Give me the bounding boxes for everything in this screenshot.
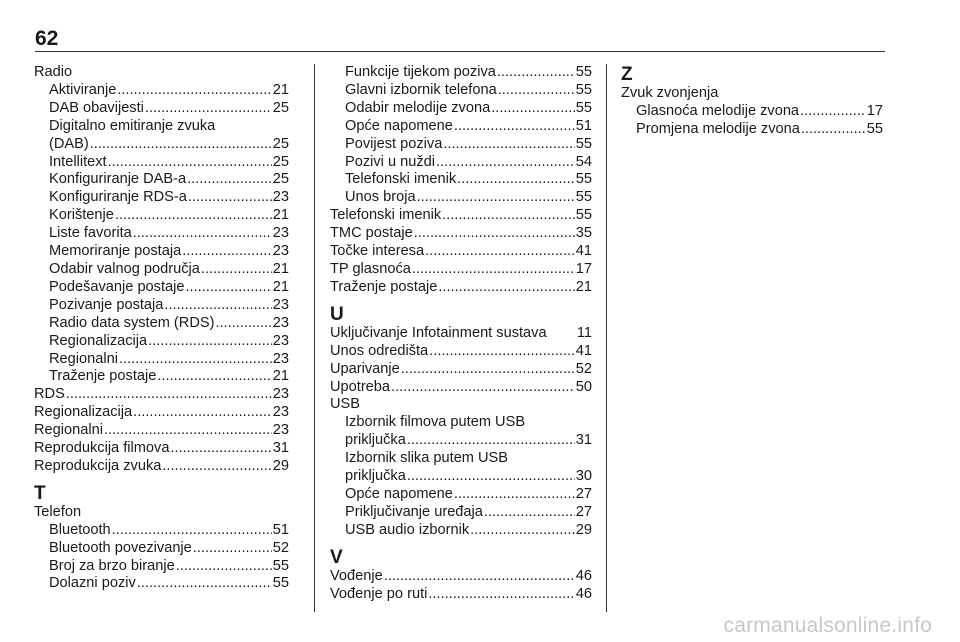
index-entry-label: Povijest poziva xyxy=(345,135,443,152)
index-entry-label: Opće napomene xyxy=(345,485,453,502)
index-entry-label: Priključivanje uređaja xyxy=(345,503,483,520)
index-column-3 xyxy=(621,64,883,139)
index-entry-page: 23 xyxy=(272,314,289,331)
dot-leader xyxy=(66,386,272,404)
index-entry-label: Bluetooth povezivanje xyxy=(49,539,192,556)
index-entry-page: 23 xyxy=(272,332,289,349)
index-heading: USB xyxy=(330,396,361,413)
index-entry xyxy=(330,261,592,279)
index-entry-page: 21 xyxy=(575,278,592,295)
index-entry xyxy=(330,100,592,118)
index-entry-label: Podešavanje postaje xyxy=(49,278,185,295)
dot-leader xyxy=(90,136,272,154)
watermark: carmanualsonline.info xyxy=(723,614,932,637)
index-entry xyxy=(621,103,883,121)
index-entry-page: 52 xyxy=(575,360,592,377)
index-entry-page: 23 xyxy=(272,296,289,313)
index-entry-page: 25 xyxy=(272,99,289,116)
index-entry-page: 55 xyxy=(575,207,592,224)
dot-leader xyxy=(401,361,575,379)
dot-leader xyxy=(145,100,272,118)
index-entry-label: Konfiguriranje RDS-a xyxy=(49,189,187,206)
dot-leader xyxy=(187,171,272,189)
index-entry-label: TMC postaje xyxy=(330,225,413,242)
dot-leader xyxy=(407,468,575,486)
dot-leader xyxy=(414,225,575,243)
index-entry-page: 27 xyxy=(575,503,592,520)
index-entry xyxy=(330,64,592,82)
dot-leader xyxy=(162,458,271,476)
index-entry-page: 25 xyxy=(272,171,289,188)
dot-leader xyxy=(457,171,575,189)
dot-leader xyxy=(186,279,272,297)
index-entry-label: Glavni izbornik telefona xyxy=(345,81,497,98)
index-entry-page: 55 xyxy=(575,135,592,152)
index-entry-label: Regionalni xyxy=(34,422,103,439)
index-entry-label: Reprodukcija zvuka xyxy=(34,457,162,474)
index-entry-label: Odabir melodije zvona xyxy=(345,99,491,116)
index-entry xyxy=(34,243,289,261)
index-entry-label: priključka xyxy=(345,432,406,449)
index-entry xyxy=(330,361,592,379)
index-entry xyxy=(34,404,289,422)
index-entry-label: Pozivanje postaja xyxy=(49,296,164,313)
index-entry-page: 50 xyxy=(575,378,592,395)
column-divider-2 xyxy=(606,64,607,612)
index-entry-page: 52 xyxy=(272,539,289,556)
index-entry xyxy=(330,468,592,486)
index-entry-page: 35 xyxy=(575,225,592,242)
dot-leader xyxy=(182,243,272,261)
dot-leader xyxy=(384,568,575,586)
dot-leader xyxy=(104,422,272,440)
index-entry xyxy=(34,558,289,576)
index-entry xyxy=(330,136,592,154)
index-entry xyxy=(330,432,592,450)
index-entry xyxy=(34,207,289,225)
index-entry-page: 23 xyxy=(272,350,289,367)
header-rule xyxy=(35,51,885,52)
index-entry-page: 23 xyxy=(272,243,289,260)
index-entry-page: 41 xyxy=(575,342,592,359)
dot-leader xyxy=(484,504,575,522)
index-entry-label: Vođenje xyxy=(330,567,383,584)
index-heading: Zvuk zvonjenja xyxy=(621,85,719,101)
index-entry xyxy=(34,261,289,279)
index-entry-page: 17 xyxy=(575,260,592,277)
index-heading: Telefon xyxy=(34,503,82,520)
index-entry xyxy=(330,486,592,504)
index-entry xyxy=(34,575,289,593)
index-entry xyxy=(330,189,592,207)
index-entry-page: 11 xyxy=(576,324,592,341)
index-entry-label: Vođenje po ruti xyxy=(330,585,428,602)
index-entry-page: 55 xyxy=(575,81,592,98)
index-entry xyxy=(34,297,289,315)
dot-leader xyxy=(148,333,272,351)
dot-leader xyxy=(454,118,575,136)
index-letter: T xyxy=(34,482,46,504)
index-entry-label: Telefonski imenik xyxy=(345,171,457,188)
index-letter: Z xyxy=(621,64,633,85)
index-entry-label: priključka xyxy=(345,468,406,485)
index-entry xyxy=(34,189,289,207)
dot-leader xyxy=(119,351,272,369)
page-number: 62 xyxy=(35,27,59,50)
dot-leader xyxy=(801,121,866,139)
dot-leader xyxy=(188,189,272,207)
index-entry xyxy=(330,279,592,297)
index-entry-page: 25 xyxy=(272,135,289,152)
dot-leader xyxy=(137,575,272,593)
dot-leader xyxy=(497,64,575,82)
index-entry-page: 23 xyxy=(272,189,289,206)
index-entry xyxy=(330,118,592,136)
index-entry xyxy=(621,121,883,139)
index-entry xyxy=(330,154,592,172)
index-entry-page: 23 xyxy=(272,422,289,439)
index-entry-label: DAB obavijesti xyxy=(49,99,144,116)
index-entry-label: Regionalizacija xyxy=(34,404,133,421)
index-entry-page: 55 xyxy=(575,99,592,116)
index-entry xyxy=(330,504,592,522)
index-entry xyxy=(34,422,289,440)
dot-leader xyxy=(133,225,272,243)
index-entry-page: 55 xyxy=(272,557,289,574)
index-entry xyxy=(330,325,592,343)
index-entry-label: Funkcije tijekom poziva xyxy=(345,64,496,80)
index-entry xyxy=(330,243,592,261)
index-entry xyxy=(34,540,289,558)
index-entry xyxy=(330,586,592,604)
index-entry xyxy=(34,458,289,476)
index-entry xyxy=(34,368,289,386)
index-entry-page: 21 xyxy=(272,81,289,98)
dot-leader xyxy=(108,154,272,172)
index-entry-page: 46 xyxy=(575,585,592,602)
column-divider-1 xyxy=(314,64,315,612)
index-entry-page: 46 xyxy=(575,567,592,584)
index-entry-label: Memoriranje postaja xyxy=(49,243,182,260)
dot-leader xyxy=(117,82,271,100)
index-entry-label: Broj za brzo biranje xyxy=(49,557,175,574)
dot-leader xyxy=(201,261,272,279)
index-entry xyxy=(330,343,592,361)
index-entry-page: 21 xyxy=(272,368,289,385)
index-entry-label: Korištenje xyxy=(49,207,114,224)
dot-leader xyxy=(443,136,574,154)
dot-leader xyxy=(176,558,272,576)
dot-leader xyxy=(112,522,272,540)
index-entry-page: 51 xyxy=(272,521,289,538)
dot-leader xyxy=(215,315,271,333)
dot-leader xyxy=(407,432,575,450)
index-entry-page: 17 xyxy=(866,102,883,119)
index-entry-label: Intellitext xyxy=(49,153,107,170)
index-entry-label: Unos odredišta xyxy=(330,342,429,359)
index-entry-page: 55 xyxy=(866,120,883,137)
index-entry-page: 55 xyxy=(575,64,592,80)
index-heading: Radio xyxy=(34,64,73,80)
index-entry-page: 55 xyxy=(272,575,289,592)
dot-leader xyxy=(429,343,575,361)
index-entry-text: Izbornik slika putem USB xyxy=(345,450,509,467)
index-entry-label: Glasnoća melodije zvona xyxy=(636,102,800,119)
index-entry xyxy=(34,315,289,333)
index-entry xyxy=(34,171,289,189)
dot-leader xyxy=(412,261,575,279)
index-entry-page: 23 xyxy=(272,404,289,421)
index-entry-page: 51 xyxy=(575,117,592,134)
index-entry-label: Aktiviranje xyxy=(49,81,117,98)
index-entry xyxy=(34,386,289,404)
index-entry-text: Digitalno emitiranje zvuka xyxy=(49,117,216,134)
index-entry-label: Točke interesa xyxy=(330,243,425,260)
index-entry-label: Konfiguriranje DAB-a xyxy=(49,171,187,188)
dot-leader xyxy=(170,440,271,458)
index-entry-page: 31 xyxy=(575,432,592,449)
index-entry xyxy=(34,522,289,540)
dot-leader xyxy=(157,368,271,386)
index-entry xyxy=(330,522,592,540)
index-entry-page: 41 xyxy=(575,243,592,260)
index-entry-label: Regionalni xyxy=(49,350,118,367)
dot-leader xyxy=(425,243,575,261)
index-entry-label: Upotreba xyxy=(330,378,391,395)
index-entry-page: 27 xyxy=(575,485,592,502)
index-entry-label: Odabir valnog područja xyxy=(49,260,200,277)
index-entry-page: 31 xyxy=(272,440,289,457)
index-letter: U xyxy=(330,303,344,325)
dot-leader xyxy=(115,207,272,225)
index-entry-label: (DAB) xyxy=(49,135,89,152)
index-entry-label: Traženje postaje xyxy=(49,368,157,385)
index-entry-label: Radio data system (RDS) xyxy=(49,314,215,331)
index-entry-page: 55 xyxy=(575,189,592,206)
index-entry xyxy=(330,171,592,189)
index-entry xyxy=(34,154,289,172)
index-entry-label: Promjena melodije zvona xyxy=(636,120,800,137)
index-entry-label: Regionalizacija xyxy=(49,332,148,349)
dot-leader xyxy=(800,103,866,121)
dot-leader xyxy=(428,586,574,604)
index-column-1 xyxy=(34,64,289,593)
index-entry-label: USB audio izbornik xyxy=(345,521,470,538)
index-letter: V xyxy=(330,546,343,568)
index-entry-page: 25 xyxy=(272,153,289,170)
index-entry-label: Uključivanje Infotainment sustava xyxy=(330,324,547,341)
index-entry-page: 21 xyxy=(272,207,289,224)
dot-leader xyxy=(438,279,574,297)
index-entry-page: 54 xyxy=(575,153,592,170)
index-entry-page: 29 xyxy=(575,521,592,538)
dot-leader xyxy=(470,522,575,540)
index-entry xyxy=(34,136,289,154)
index-entry-page: 23 xyxy=(272,225,289,242)
index-entry xyxy=(330,568,592,586)
dot-leader xyxy=(498,82,575,100)
index-entry xyxy=(34,440,289,458)
index-entry-label: Reprodukcija filmova xyxy=(34,440,170,457)
index-entry xyxy=(34,82,289,100)
dot-leader xyxy=(391,379,575,397)
index-entry xyxy=(330,207,592,225)
dot-leader xyxy=(193,540,272,558)
index-entry-page: 30 xyxy=(575,468,592,485)
index-entry-label: Uparivanje xyxy=(330,360,400,377)
index-entry-label: Unos broja xyxy=(345,189,416,206)
index-entry-label: Traženje postaje xyxy=(330,278,438,295)
index-entry-label: RDS xyxy=(34,386,65,403)
index-entry xyxy=(330,379,592,397)
index-entry-page: 55 xyxy=(575,171,592,188)
dot-leader xyxy=(442,207,575,225)
dot-leader xyxy=(133,404,272,422)
index-entry-label: Liste favorita xyxy=(49,225,132,242)
index-entry xyxy=(330,225,592,243)
index-entry-label: Bluetooth xyxy=(49,521,111,538)
index-entry xyxy=(34,225,289,243)
index-entry-page: 21 xyxy=(272,260,289,277)
index-entry xyxy=(330,82,592,100)
dot-leader xyxy=(454,486,575,504)
index-entry xyxy=(34,100,289,118)
index-entry xyxy=(34,351,289,369)
index-entry-page: 23 xyxy=(272,386,289,403)
index-entry-page: 29 xyxy=(272,457,289,474)
index-entry-label: Opće napomene xyxy=(345,117,453,134)
index-entry-label: Telefonski imenik xyxy=(330,207,442,224)
dot-leader xyxy=(164,297,271,315)
dot-leader xyxy=(436,154,575,172)
index-entry-text: Izbornik filmova putem USB xyxy=(345,414,526,431)
index-entry-label: TP glasnoća xyxy=(330,260,411,277)
index-entry xyxy=(34,279,289,297)
index-column-2 xyxy=(330,64,592,603)
index-entry-label: Pozivi u nuždi xyxy=(345,153,436,170)
index-entry xyxy=(34,333,289,351)
index-entry-page: 21 xyxy=(272,278,289,295)
dot-leader xyxy=(491,100,575,118)
dot-leader xyxy=(417,189,575,207)
index-entry-label: Dolazni poziv xyxy=(49,575,136,592)
